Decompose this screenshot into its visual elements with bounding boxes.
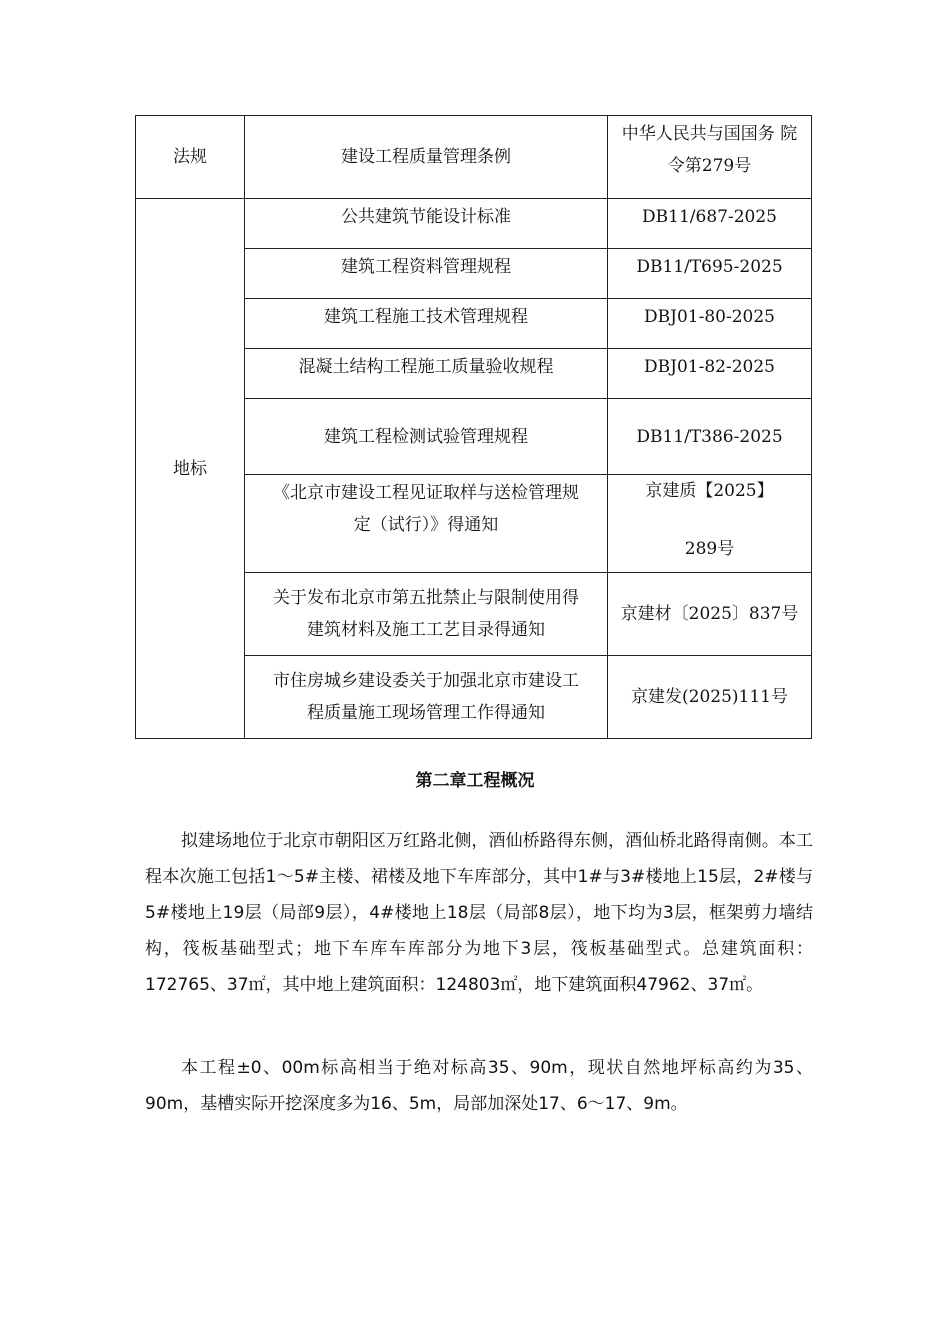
elevation-paragraph: 本工程±0、00m标高相当于绝对标高35、90m，现状自然地坪标高约为35、90m，基槽实际开挖深度多为16、5m，局部加深处17、6～17、9m。 bbox=[145, 1058, 813, 1114]
overview-paragraph: 拟建场地位于北京市朝阳区万红路北侧，酒仙桥路得东侧，酒仙桥北路得南侧。本工程本次施工包括1～5#主楼、裙楼及地下车库部分，其中1#与3#楼地上15层，2#楼与5#楼地上19层（局部9层），4#楼地上18层（局部8层），地下均为3层，框架剪力墙结构，筏板基础型式；地下车库车库部分为地下3层，筏板基础型式。总建筑面积：172765、37㎡，其中地上建筑面积：124803㎡，地下建筑面积47962、37㎡。 bbox=[145, 831, 813, 995]
name-cell bbox=[245, 573, 608, 656]
name-line: 建筑材料及施工工艺目录得通知 bbox=[307, 620, 545, 640]
name-cell: 建设工程质量管理条例 bbox=[245, 116, 608, 199]
code-cell: DB11/687-2025 bbox=[608, 199, 812, 249]
code-line: 院令第279号 bbox=[667, 124, 798, 176]
code-cell: 京建材〔2025〕837号 bbox=[608, 573, 812, 656]
name-cell bbox=[245, 656, 608, 739]
code-line: 京建质【2025】 bbox=[645, 481, 774, 501]
code-cell bbox=[608, 475, 812, 573]
table-row bbox=[136, 199, 812, 249]
code-cell: DB11/T695-2025 bbox=[608, 249, 812, 299]
code-cell: DBJ01-80-2025 bbox=[608, 299, 812, 349]
standards-table bbox=[135, 115, 812, 739]
name-line: 市住房城乡建设委关于加强北京市建设工 bbox=[273, 671, 579, 691]
name-line: 《北京市建设工程见证取样与送检管理规 bbox=[273, 483, 579, 503]
code-cell: DBJ01-82-2025 bbox=[608, 349, 812, 399]
table-row bbox=[136, 116, 812, 199]
category-cell: 法规 bbox=[136, 116, 245, 199]
name-cell: 建筑工程检测试验管理规程 bbox=[245, 399, 608, 475]
category-cell: 地标 bbox=[136, 199, 245, 739]
name-cell: 建筑工程施工技术管理规程 bbox=[245, 299, 608, 349]
chapter-title: 第二章工程概况 bbox=[415, 771, 535, 791]
code-line: 中华人民共与国国务 bbox=[621, 124, 775, 144]
code-cell: DB11/T386-2025 bbox=[608, 399, 812, 475]
name-line: 程质量施工现场管理工作得通知 bbox=[307, 703, 545, 723]
name-cell: 公共建筑节能设计标准 bbox=[245, 199, 608, 249]
code-cell bbox=[608, 116, 812, 199]
name-cell bbox=[245, 475, 608, 573]
code-line: 289号 bbox=[684, 539, 735, 559]
name-line: 关于发布北京市第五批禁止与限制使用得 bbox=[273, 588, 579, 608]
code-cell: 京建发(2025)111号 bbox=[608, 656, 812, 739]
name-cell: 建筑工程资料管理规程 bbox=[245, 249, 608, 299]
name-cell: 混凝土结构工程施工质量验收规程 bbox=[245, 349, 608, 399]
name-line: 定（试行）》得通知 bbox=[353, 515, 499, 535]
